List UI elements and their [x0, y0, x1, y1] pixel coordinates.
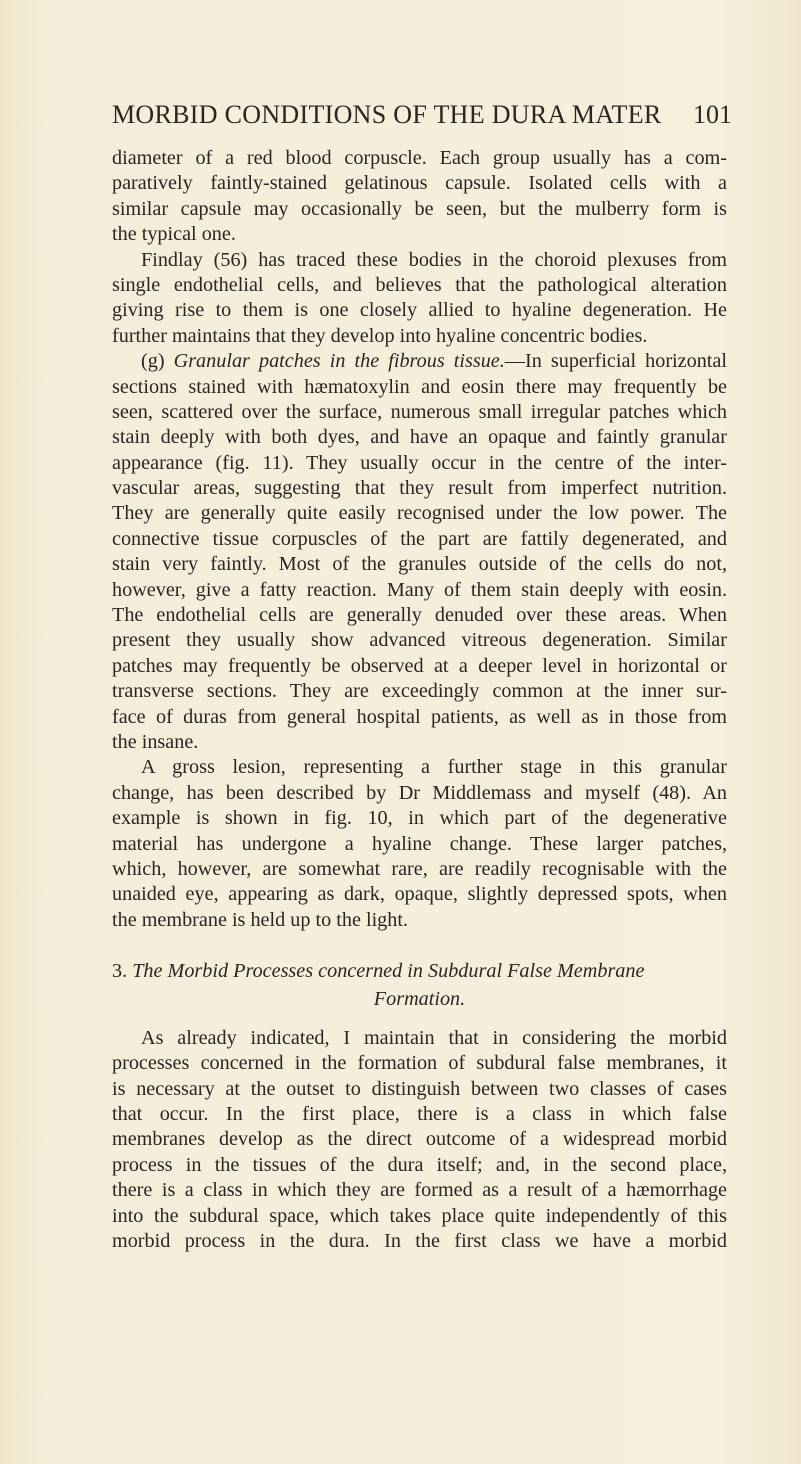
- text-line: membranes develop as the direct outcome of a widespread morbid: [112, 1128, 727, 1151]
- text-line: the typical one.: [112, 223, 236, 246]
- text-line: diameter of a red blood corpuscle. Each group usually has a com-: [112, 147, 727, 169]
- text-line: seen, scattered over the surface, numerous small irregular patches which: [112, 400, 727, 423]
- text-line: face of duras from general hospital patients, as well as in those from: [112, 705, 727, 728]
- text-line: As already indicated, I maintain that in considering the morbid: [141, 1026, 727, 1049]
- heading-spacer: [112, 1012, 727, 1026]
- paragraph-capsule: [112, 146, 727, 248]
- text-line: the membrane is held up to the light.: [112, 908, 409, 931]
- text-line: further maintains that they develop into hyaline concentric bodies.: [112, 324, 648, 347]
- subheading: Granular patches in the fibrous tissue.: [173, 350, 505, 373]
- text-line: paratively faintly-stained gelatinous capsule. Isolated cells with a: [112, 172, 727, 195]
- section-title-line: [112, 959, 727, 984]
- text-line: The endothelial cells are generally denuded over these areas. When: [112, 604, 727, 627]
- paragraph-gross-lesion: [112, 755, 727, 933]
- running-head: MORBID CONDITIONS OF THE DURA MATER: [112, 100, 662, 129]
- text-line: example is shown in fig. 10, in which part of the degenerative: [112, 807, 727, 830]
- section-heading: [112, 959, 727, 1012]
- text-line: present they usually show advanced vitreous degeneration. Similar: [112, 629, 727, 652]
- item-label: (g): [141, 350, 165, 373]
- paragraph-morbid-processes: [112, 1026, 727, 1255]
- page-body: [112, 146, 727, 1254]
- text-line: material has undergone a hyaline change. These larger patches,: [112, 832, 727, 855]
- text-line: A gross lesion, representing a further stage in this granular: [141, 756, 727, 779]
- text-line: giving rise to them is one closely allied to hyaline degeneration. He: [112, 299, 727, 322]
- text-line: is necessary at the outset to distinguish between two classes of cases: [112, 1077, 727, 1100]
- subheading-rest: —In superficial horizontal: [504, 350, 727, 373]
- text-line: similar capsule may occasionally be seen, but the mulberry form is: [112, 197, 727, 220]
- paragraph-findlay: [112, 248, 727, 350]
- text-line: Findlay (56) has traced these bodies in the choroid plexuses from: [141, 248, 727, 271]
- text-line: transverse sections. They are exceedingly common at the inner sur-: [112, 680, 727, 703]
- text-line: which, however, are somewhat rare, are readily recognisable with the: [112, 857, 727, 880]
- section-spacer: [112, 933, 727, 959]
- text-line: unaided eye, appearing as dark, opaque, slightly depressed spots, when: [112, 883, 727, 906]
- section-number: 3.: [112, 960, 128, 983]
- text-line: stain very faintly. Most of the granules outside of the cells do not,: [112, 553, 727, 576]
- text-line: however, give a fatty reaction. Many of them stain deeply with eosin.: [112, 578, 727, 601]
- text-line: single endothelial cells, and believes that the pathological alteration: [112, 273, 727, 296]
- section-title: The Morbid Processes concerned in Subdural False Membrane: [132, 960, 645, 983]
- page-header: [0, 100, 801, 140]
- text-line: into the subdural space, which takes place quite independently of this: [112, 1204, 727, 1227]
- text-line: They are generally quite easily recognised under the low power. The: [112, 502, 727, 525]
- text-line: processes concerned in the formation of subdural false membranes, it: [112, 1052, 727, 1075]
- section-title-continued: Formation.: [373, 987, 466, 1010]
- text-line: there is a class in which they are formed as a result of a hæmorrhage: [112, 1179, 727, 1202]
- text-line: patches may frequently be observed at a deeper level in horizontal or: [112, 654, 727, 677]
- text-line: process in the tissues of the dura itself; and, in the second place,: [112, 1153, 727, 1176]
- paragraph-granular-patches: [112, 349, 727, 755]
- text-line: vascular areas, suggesting that they result from imperfect nutrition.: [112, 477, 727, 500]
- text-line: stain deeply with both dyes, and have an opaque and faintly granular: [112, 426, 727, 449]
- text-line: that occur. In the first place, there is a class in which false: [112, 1103, 727, 1126]
- text-line: appearance (fig. 11). They usually occur in the centre of the inter-: [112, 451, 727, 474]
- text-line: sections stained with hæmatoxylin and eosin there may frequently be: [112, 375, 727, 398]
- text-line: the insane.: [112, 730, 199, 753]
- page-number: 101: [693, 100, 732, 129]
- text-line: connective tissue corpuscles of the part are fattily degenerated, and: [112, 527, 727, 550]
- text-line: change, has been described by Dr Middlemass and myself (48). An: [112, 781, 727, 804]
- text-line: morbid process in the dura. In the first class we have a morbid: [112, 1230, 727, 1253]
- text-line: [112, 349, 727, 374]
